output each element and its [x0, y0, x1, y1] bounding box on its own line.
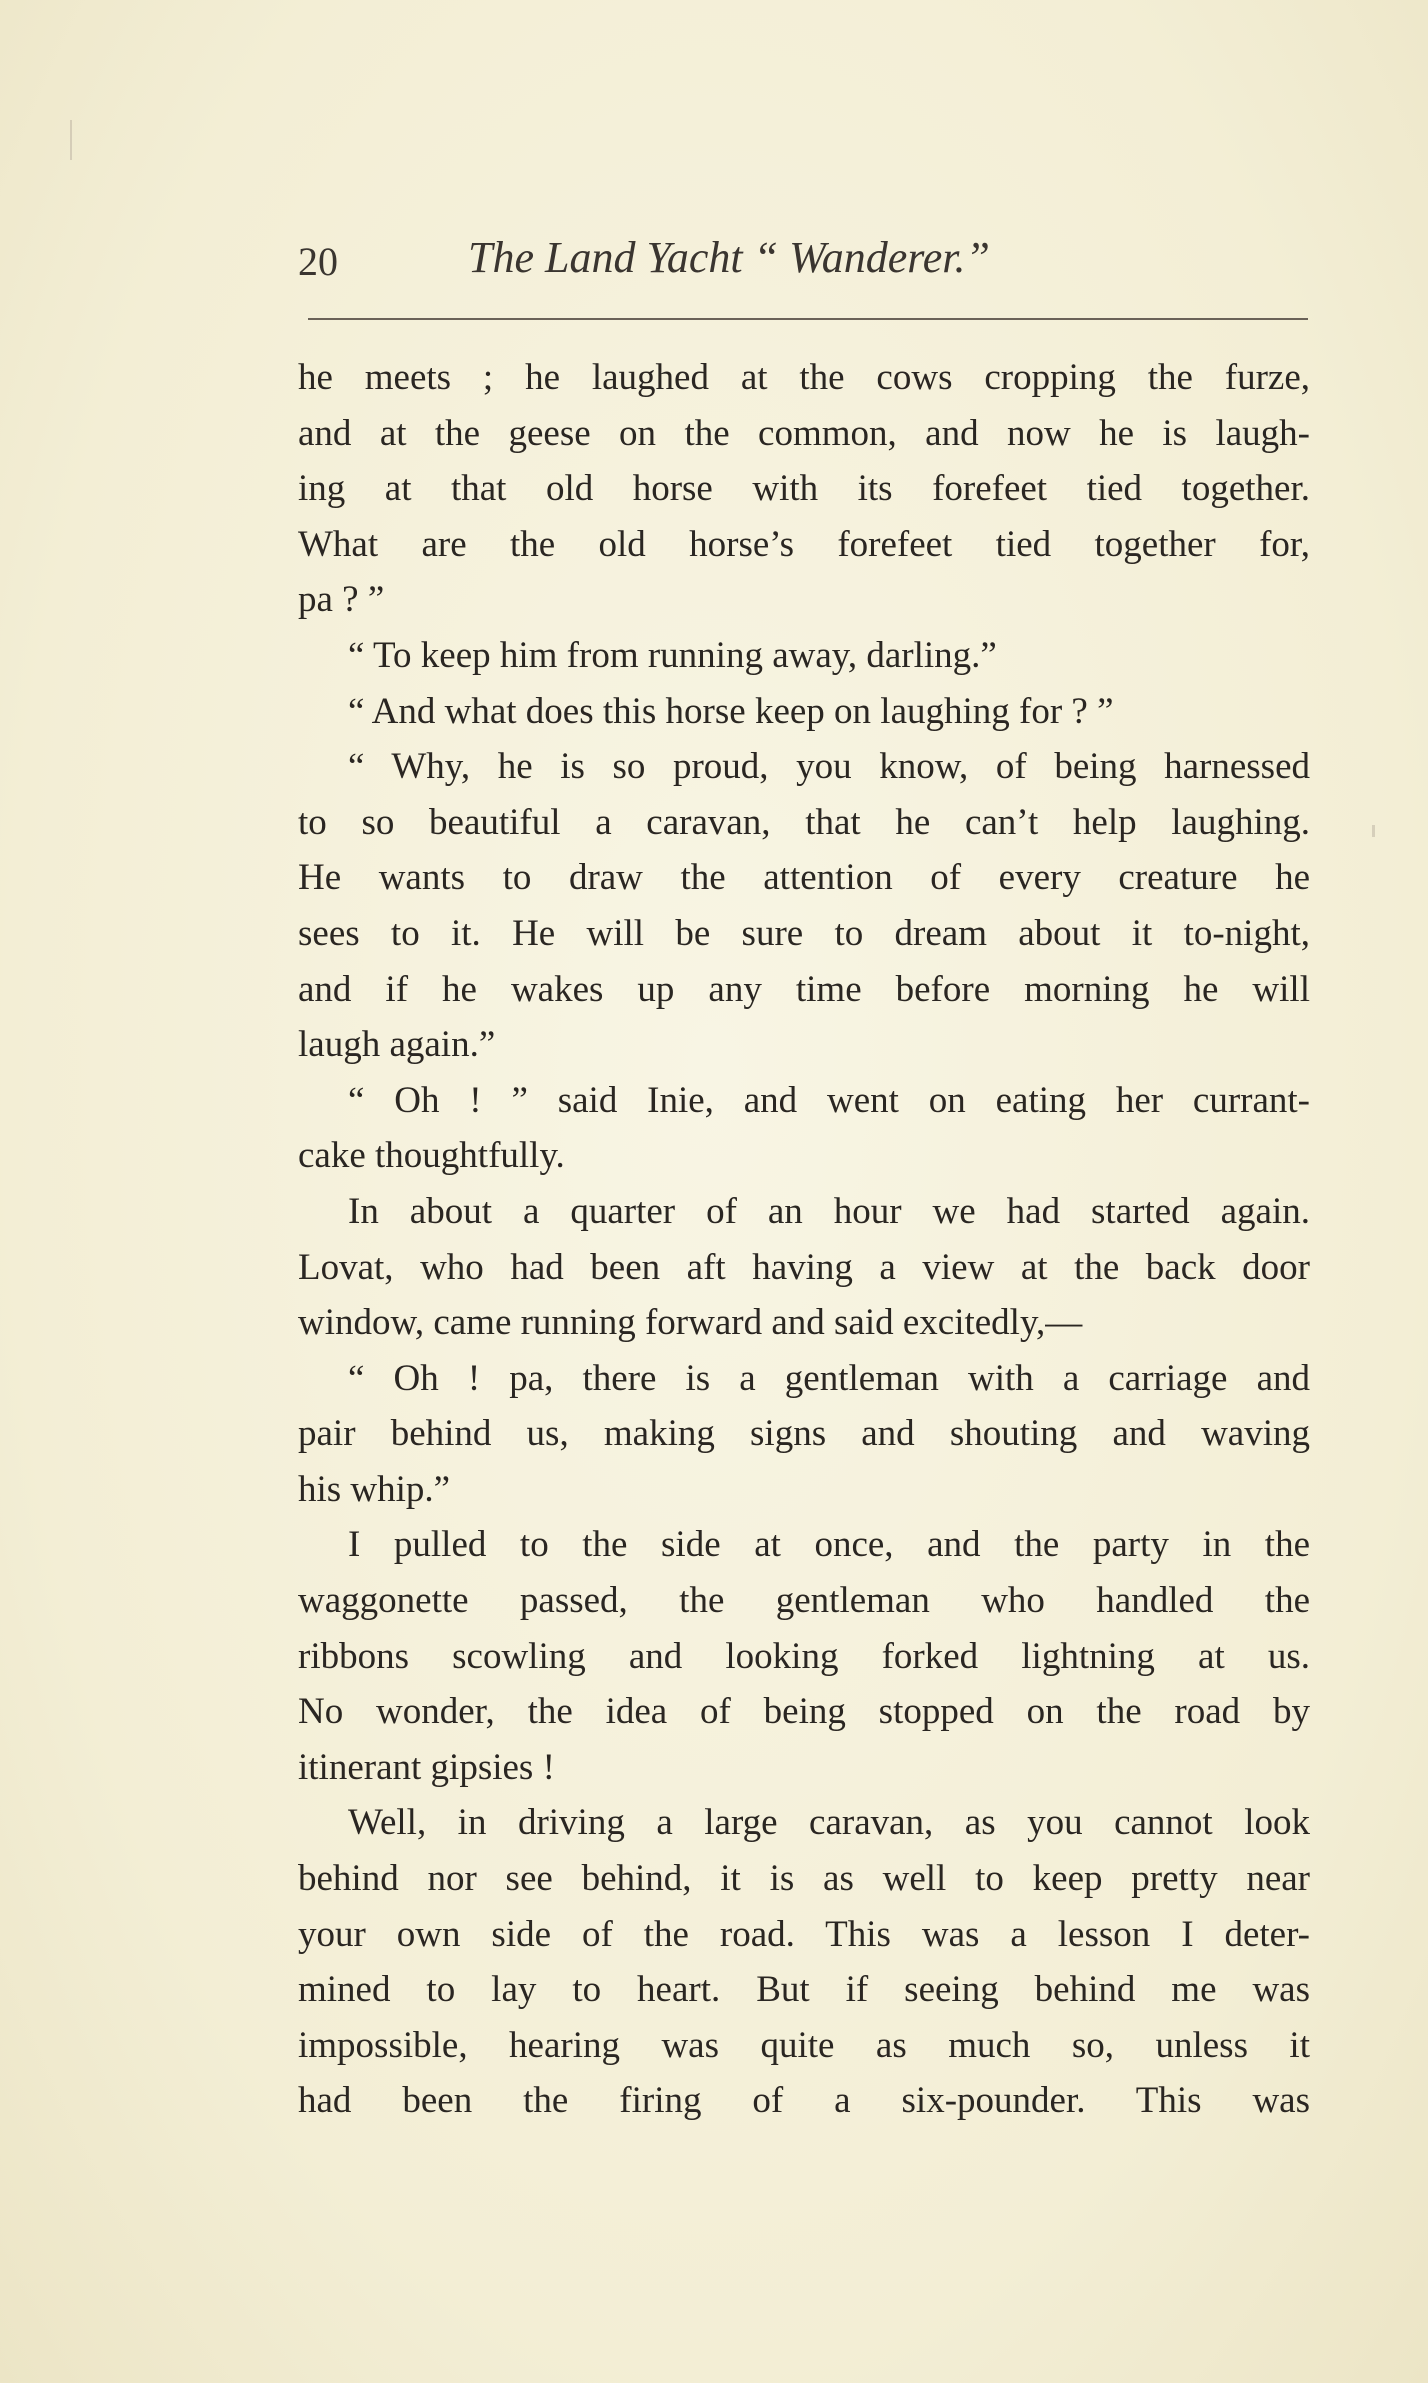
text-line: laugh again.”: [298, 1024, 496, 1066]
running-header: [298, 232, 1310, 292]
text-line: What are the old horse’s forefeet tied together for,: [298, 523, 1310, 565]
text-line: and if he wakes up any time before morning he will: [298, 968, 1310, 1010]
text-line: cake thoughtfully.: [298, 1135, 565, 1177]
page-number: 20: [298, 239, 338, 284]
text-line: “ To keep him from running away, darling.”: [348, 634, 997, 676]
text-line: pair behind us, making signs and shouting and waving: [298, 1413, 1310, 1455]
text-line: Lovat, who had been aft having a view at the back door: [298, 1246, 1310, 1288]
text-line: In about a quarter of an hour we had started again.: [348, 1190, 1310, 1232]
text-line: “ Why, he is so proud, you know, of being harnessed: [348, 746, 1310, 788]
paper-speck: [1372, 825, 1375, 837]
header-rule: [308, 318, 1308, 320]
text-line: mined to lay to heart. But if seeing behind me was: [298, 1969, 1310, 2011]
text-line: “ Oh ! pa, there is a gentleman with a carriage and: [348, 1357, 1310, 1399]
text-line: ing at that old horse with its forefeet tied together.: [298, 468, 1310, 510]
text-line: No wonder, the idea of being stopped on the road by: [298, 1691, 1310, 1733]
text-line: he meets ; he laughed at the cows cropping the furze,: [298, 357, 1310, 398]
text-line: pa ? ”: [298, 579, 385, 621]
text-line: ribbons scowling and looking forked lightning at us.: [298, 1635, 1310, 1677]
text-line: Well, in driving a large caravan, as you cannot look: [348, 1802, 1310, 1844]
text-line: his whip.”: [298, 1468, 451, 1510]
text-line: I pulled to the side at once, and the party in the: [348, 1524, 1310, 1566]
body-text: [298, 350, 1310, 2129]
text-line: itinerant gipsies !: [298, 1746, 555, 1788]
text-line: your own side of the road. This was a lesson I deter-: [298, 1913, 1310, 1955]
text-line: “ And what does this horse keep on laughing for ? ”: [348, 690, 1114, 732]
paper-speck: [70, 120, 72, 160]
text-line: to so beautiful a caravan, that he can’t help laughing.: [298, 801, 1310, 843]
running-title: The Land Yacht “ Wanderer.”: [468, 233, 991, 282]
text-line: “ Oh ! ” said Inie, and went on eating her currant-: [348, 1079, 1310, 1121]
text-line: sees to it. He will be sure to dream about it to-night,: [298, 912, 1310, 954]
text-line: and at the geese on the common, and now he is laugh-: [298, 412, 1310, 454]
text-line: impossible, hearing was quite as much so, unless it: [298, 2024, 1310, 2066]
text-line: window, came running forward and said excitedly,—: [298, 1302, 1083, 1344]
text-line: He wants to draw the attention of every creature he: [298, 857, 1310, 899]
text-line: had been the firing of a six-pounder. This was: [298, 2080, 1310, 2122]
text-line: behind nor see behind, it is as well to keep pretty near: [298, 1858, 1310, 1900]
text-line: waggonette passed, the gentleman who handled the: [298, 1580, 1310, 1622]
